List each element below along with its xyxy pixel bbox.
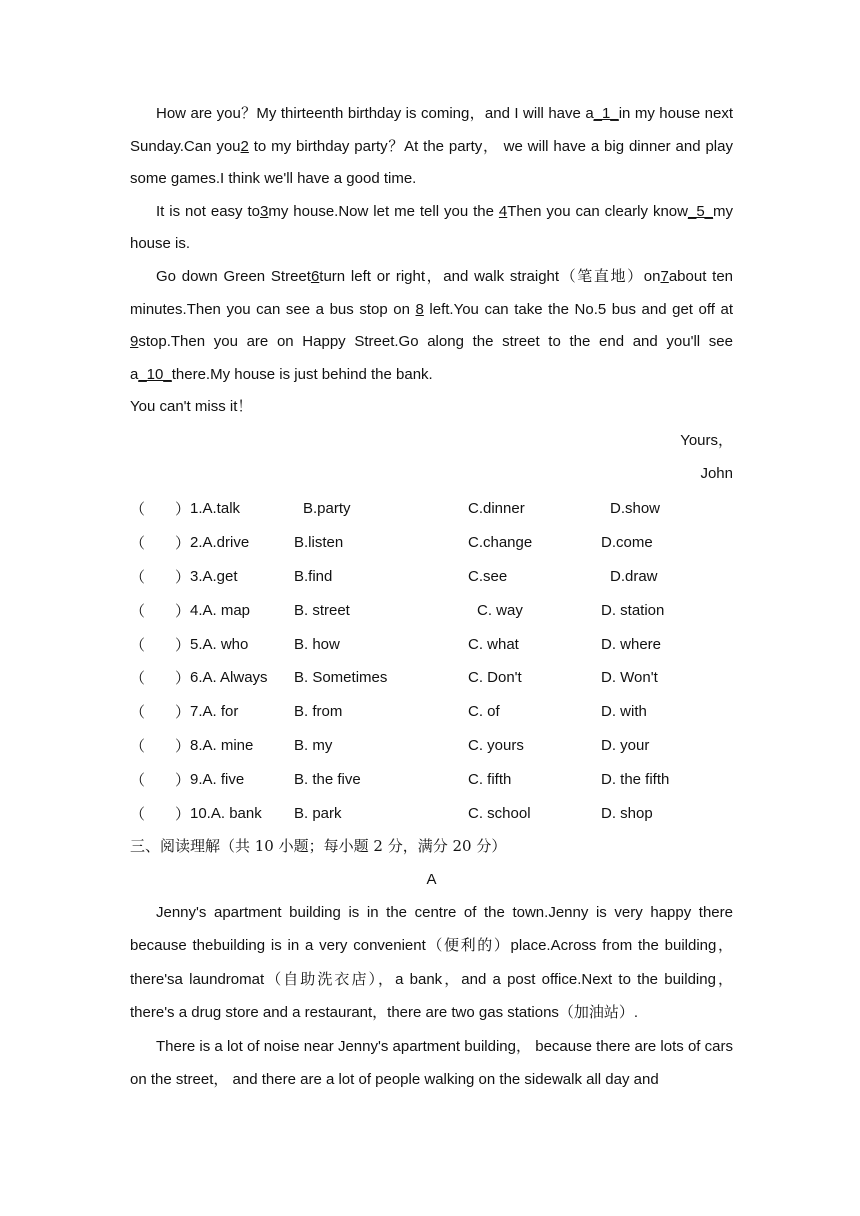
blank-6: 6: [310, 267, 320, 285]
blank-8: 8: [415, 300, 424, 318]
letter-closing-line: You can't miss it！: [130, 398, 253, 416]
option-a: 3.A.get: [190, 567, 238, 585]
option-d: D.draw: [610, 567, 658, 585]
text: stop.Then you are on Happy Street.Go along the street to the end and you'll see a: [130, 333, 733, 383]
text: about ten minutes.Then you can see a bus stop on: [130, 267, 734, 318]
text: Then you can clearly know: [507, 202, 688, 220]
option-b: B.listen: [294, 534, 344, 552]
option-row-7: [130, 695, 733, 729]
answer-paren: （ ）: [130, 636, 191, 654]
blank-3: 3: [260, 202, 269, 220]
document-page: [130, 98, 733, 1097]
option-d: D.show: [610, 500, 661, 518]
letter-signature: John: [700, 464, 733, 482]
text: Go down Green Street: [156, 267, 311, 285]
option-d: D.come: [601, 534, 653, 552]
passage-paragraph-1: Jenny's apartment building is in the centre of the town.Jenny is very happy there because thebuilding is in a very convenient（便利的）place.Across from the building，there'sa laundromat（自助洗衣店），a bank，and a post office.Next to the building，there's a drug store and a restaurant，there are two gas stations（加油站）.: [130, 903, 733, 1022]
text: to my birthday party？At the party， we will have a big dinner and play some games.I think we'll have a good time.: [130, 137, 733, 188]
option-a: 1.A.talk: [190, 500, 241, 518]
text: my house is.: [130, 202, 734, 253]
option-c: C. school: [468, 804, 531, 822]
option-c: C. yours: [468, 736, 524, 754]
answer-paren: （ ）: [130, 602, 191, 620]
letter-paragraph-3: [130, 261, 733, 391]
option-c: C. way: [477, 601, 523, 619]
option-b: B. park: [294, 804, 342, 822]
options-list: [130, 492, 733, 830]
option-b: B.party: [303, 500, 351, 518]
option-row-4: [130, 593, 733, 627]
passage-paragraph-2: There is a lot of noise near Jenny's apartment building， because there are lots of cars on the street， and there are a lot of people walking on the sidewalk all day and: [130, 1037, 733, 1089]
option-a: 7.A. for: [190, 703, 239, 721]
answer-paren: （ ）: [130, 501, 191, 519]
option-d: D. station: [601, 601, 665, 619]
option-c: C. Don't: [468, 669, 522, 687]
answer-paren: （ ）: [130, 805, 191, 823]
letter-paragraph-1: [130, 98, 733, 196]
option-b: B. how: [294, 635, 340, 653]
text: my house.Now let me tell you the: [268, 202, 499, 220]
blank-5: _5_: [687, 202, 714, 220]
option-d: D. where: [601, 635, 662, 653]
answer-paren: （ ）: [130, 535, 191, 553]
answer-paren: （ ）: [130, 670, 191, 688]
blank-9: 9: [130, 333, 139, 351]
option-c: C. of: [468, 703, 500, 721]
answer-paren: （ ）: [130, 568, 191, 586]
section-title: 三、阅读理解（共 10 小题；每小题 2 分，满分 20 分）: [130, 836, 507, 855]
option-d: D. Won't: [601, 669, 658, 687]
option-d: D. with: [601, 703, 647, 721]
option-a: 5.A. who: [190, 635, 249, 653]
option-d: D. shop: [601, 804, 653, 822]
option-c: C.see: [468, 567, 508, 585]
option-a: 8.A. mine: [190, 736, 254, 754]
answer-paren: （ ）: [130, 704, 191, 722]
option-a: 2.A.drive: [190, 534, 250, 552]
option-b: B.find: [294, 567, 333, 585]
option-row-3: [130, 560, 733, 594]
text: there.My house is just behind the bank.: [171, 365, 433, 383]
letter-paragraph-2: [130, 196, 733, 261]
option-b: B. my: [294, 736, 333, 754]
blank-7: 7: [660, 267, 669, 285]
option-row-10: [130, 796, 733, 830]
option-b: B. the five: [294, 770, 361, 788]
answer-paren: （ ）: [130, 771, 191, 789]
letter-closing: Yours，: [680, 431, 733, 449]
option-c: C.change: [468, 534, 533, 552]
blank-10: _10_: [138, 365, 172, 383]
option-row-2: [130, 526, 733, 560]
option-b: B. from: [294, 703, 343, 721]
option-a: 10.A. bank: [190, 804, 262, 822]
text: It is not easy to: [156, 202, 261, 220]
blank-2: 2: [240, 137, 249, 155]
option-row-8: [130, 729, 733, 763]
option-row-9: [130, 762, 733, 796]
option-c: C. what: [468, 635, 519, 653]
blank-1: _1_: [593, 105, 619, 122]
option-row-1: [130, 492, 733, 526]
option-c: C. fifth: [468, 770, 512, 788]
text: turn left or right，and walk straight（笔直地）on: [319, 267, 661, 285]
option-row-6: [130, 661, 733, 695]
answer-paren: （ ）: [130, 737, 191, 755]
option-row-5: [130, 627, 733, 661]
option-a: 9.A. five: [190, 770, 245, 788]
blank-4: 4: [498, 202, 508, 220]
option-c: C.dinner: [468, 500, 525, 518]
passage-label: A: [426, 870, 437, 888]
option-a: 6.A. Always: [190, 669, 268, 687]
option-a: 4.A. map: [190, 601, 251, 619]
text: left.You can take the No.5 bus and get off at: [423, 300, 734, 318]
option-b: B. Sometimes: [294, 669, 388, 687]
option-d: D. your: [601, 736, 650, 754]
text: in my house next Sunday.Can you: [130, 105, 733, 155]
option-d: D. the fifth: [601, 770, 670, 788]
text: How are you？My thirteenth birthday is coming，and I will have a: [156, 105, 594, 122]
option-b: B. street: [294, 601, 350, 619]
